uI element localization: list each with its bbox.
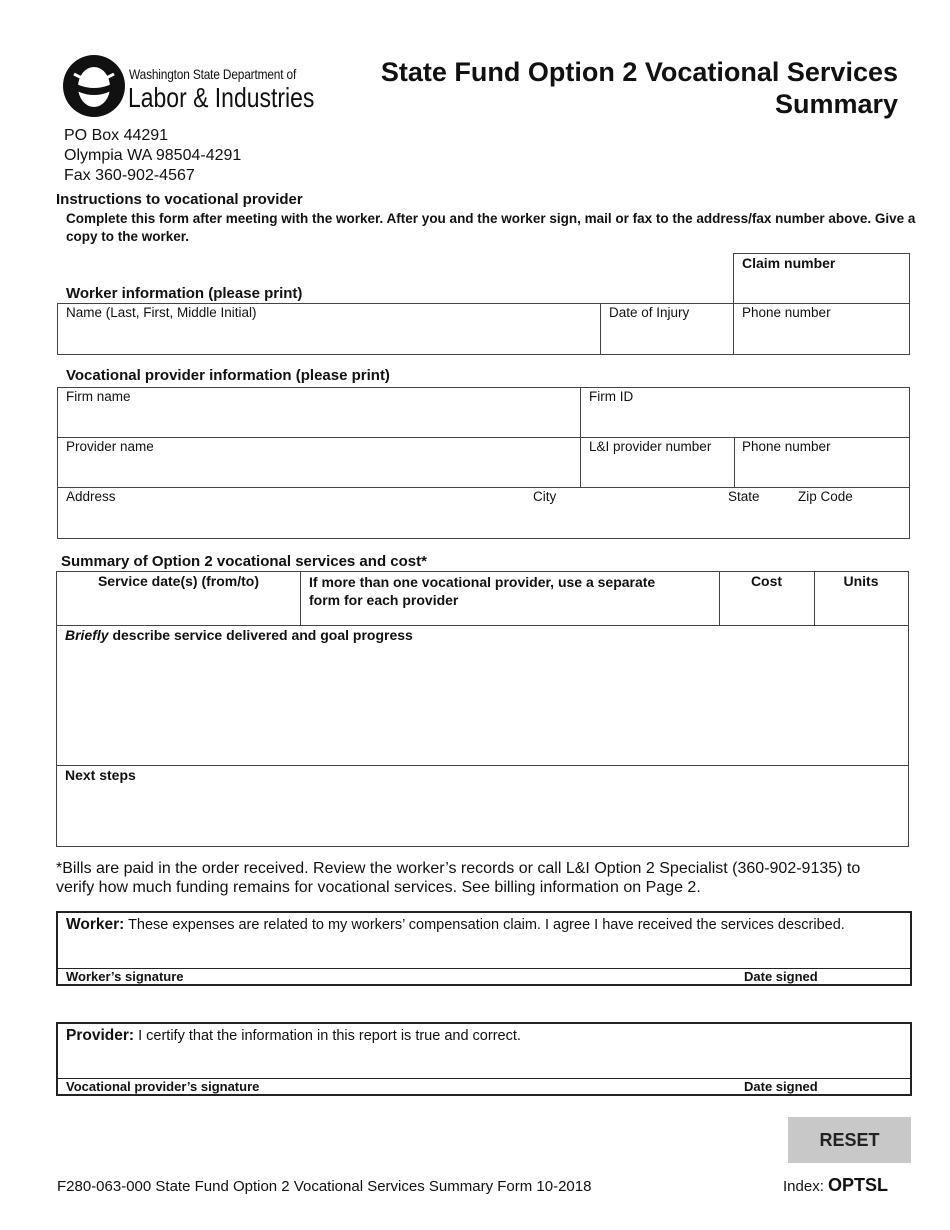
provider-certification-text: Provider: I certify that the information in this report is true and correct. <box>66 1027 521 1044</box>
worker-date-signed-label: Date signed <box>744 969 818 984</box>
form-index: Index: OPTSL <box>783 1175 889 1195</box>
page-title: State Fund Option 2 Vocational Services Summary <box>380 57 898 119</box>
firm-name-label: Firm name <box>66 389 131 404</box>
describe-service-label: Briefly describe service delivered and goal progress <box>65 627 413 643</box>
worker-section-heading: Worker information (please print) <box>66 285 303 302</box>
provider-certification-box <box>56 1022 912 1096</box>
agency-name-line1: Washington State Department of <box>129 66 297 82</box>
instructions-body: Complete this form after meeting with the worker. After you and the worker sign, mail or fax to the address/fax number above. Give a copy to the worker. <box>66 211 916 244</box>
worker-signature-label: Worker’s signature <box>66 969 184 984</box>
summary-section-heading: Summary of Option 2 vocational services and cost* <box>61 553 427 570</box>
address-line-1: PO Box 44291 <box>64 127 169 144</box>
city-label: City <box>533 489 557 504</box>
provider-info-table <box>57 387 910 539</box>
billing-note: *Bills are paid in the order received. Review the worker’s records or call L&I Option 2 Specialist (360-902-9135) to verify how much funding remains for vocational services. See billing information on Page 2. <box>56 860 861 896</box>
separate-form-note-header: If more than one vocational provider, use a separate form for each provider <box>309 574 656 608</box>
cost-header: Cost <box>750 573 783 589</box>
worker-phone-label: Phone number <box>742 305 831 320</box>
provider-date-signed-label: Date signed <box>744 1079 818 1094</box>
next-steps-label: Next steps <box>65 767 136 783</box>
provider-name-label: Provider name <box>66 439 154 454</box>
provider-signature-label: Vocational provider’s signature <box>66 1079 260 1094</box>
address-line-2: Olympia WA 98504-4291 <box>64 147 242 164</box>
worker-info-table <box>57 303 910 355</box>
zip-code-label: Zip Code <box>798 489 853 504</box>
service-dates-header: Service date(s) (from/to) <box>97 573 260 589</box>
date-of-injury-label: Date of Injury <box>609 305 690 320</box>
form-id-footer: F280-063-000 State Fund Option 2 Vocational Services Summary Form 10-2018 <box>57 1178 592 1195</box>
address-line-3: Fax 360-902-4567 <box>64 167 195 184</box>
state-label: State <box>728 489 760 504</box>
provider-number-label: L&I provider number <box>589 439 712 454</box>
summary-table <box>56 571 909 847</box>
firm-id-label: Firm ID <box>589 389 634 404</box>
agency-name-line2: Labor & Industries <box>128 82 315 113</box>
claim-number-label: Claim number <box>742 255 836 271</box>
reset-button[interactable]: RESET <box>788 1117 911 1163</box>
claim-number-field[interactable] <box>733 253 910 304</box>
provider-section-heading: Vocational provider information (please print) <box>66 367 390 384</box>
worker-certification-box <box>56 911 912 986</box>
instructions-heading: Instructions to vocational provider <box>56 191 303 208</box>
provider-phone-label: Phone number <box>742 439 831 454</box>
address-label: Address <box>66 489 116 504</box>
worker-certification-text: Worker: These expenses are related to my workers’ compensation claim. I agree I have received the services described. <box>66 916 845 933</box>
worker-name-label: Name (Last, First, Middle Initial) <box>66 305 257 320</box>
units-header: Units <box>843 573 879 589</box>
